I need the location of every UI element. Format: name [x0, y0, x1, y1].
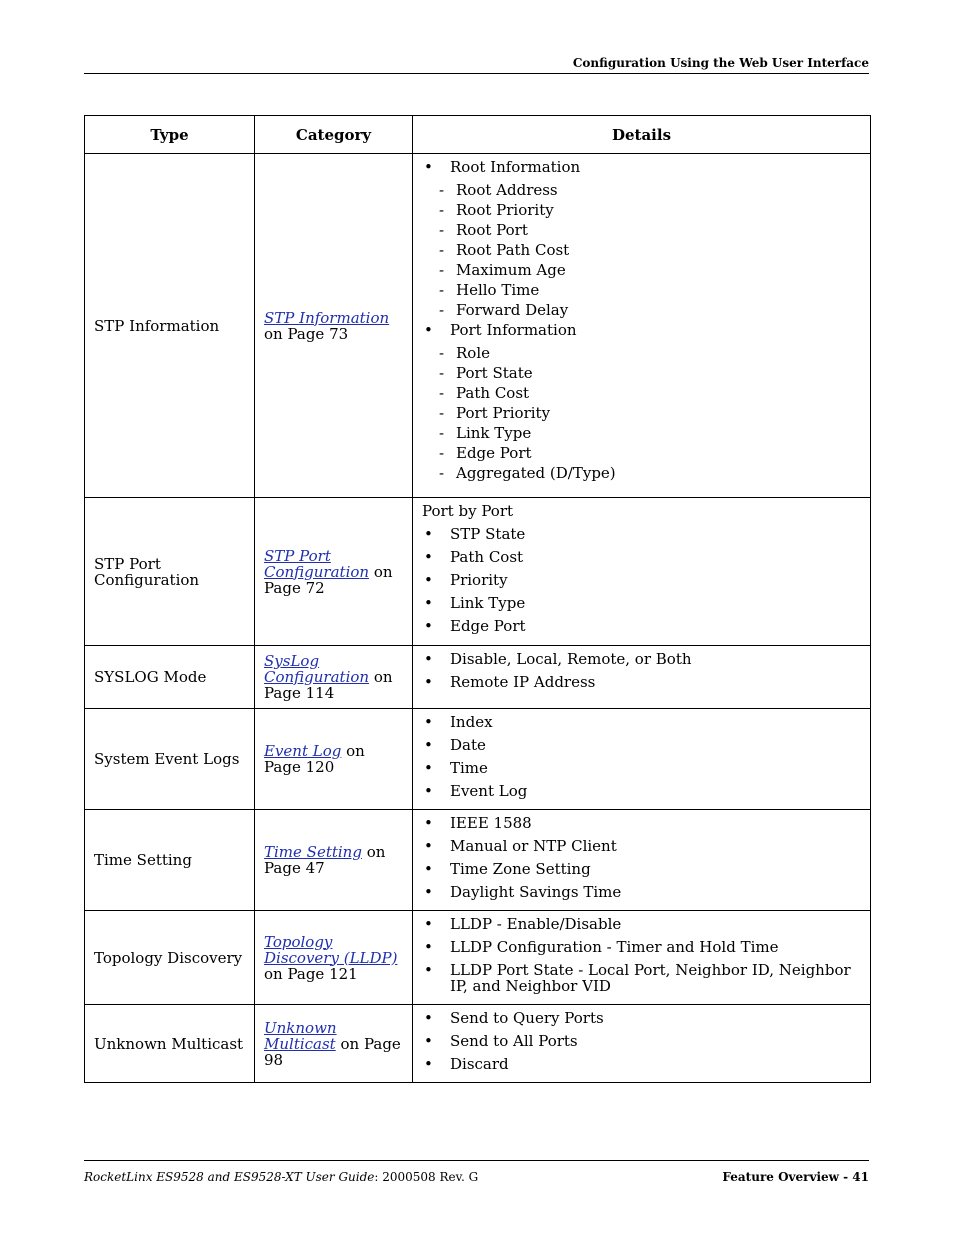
details-cell [413, 810, 871, 911]
page-reference: on Page 121 [264, 964, 358, 983]
details-group [422, 322, 862, 338]
category-link[interactable]: STP Port Configuration [264, 546, 370, 581]
page-reference: on Page 114 [264, 668, 393, 702]
sub-list-item: - Edge Port [422, 445, 862, 461]
category-cell [255, 154, 413, 498]
sub-list-item: - Root Address [422, 182, 862, 198]
list-item: • LLDP Port State - Local Port, Neighbor ID, Neighbor IP, and Neighbor VID [422, 962, 862, 994]
sub-list-item: - Root Port [422, 222, 862, 238]
list-item: • Discard [422, 1056, 862, 1072]
list-item: • Index [422, 714, 862, 730]
footer-guide-reference [84, 1170, 478, 1184]
list-item: • Priority [422, 572, 862, 588]
details-group [422, 159, 862, 175]
list-item: • Date [422, 737, 862, 753]
feature-table [84, 115, 871, 1083]
details-list [422, 916, 862, 994]
column-header-details: Details [413, 116, 871, 154]
sub-list [422, 345, 862, 481]
table-row [85, 911, 871, 1005]
page-reference: on Page 120 [264, 742, 365, 776]
category-cell [255, 646, 413, 709]
type-cell: STP Port Configuration [85, 498, 255, 646]
doc-number: : 2000508 Rev. G [374, 1170, 479, 1184]
type-cell: Unknown Multicast [85, 1005, 255, 1083]
details-list [422, 714, 862, 799]
list-item: • Daylight Savings Time [422, 884, 862, 900]
sub-list-item: - Root Path Cost [422, 242, 862, 258]
list-item: • Send to All Ports [422, 1033, 862, 1049]
type-cell: SYSLOG Mode [85, 646, 255, 709]
sub-list-item: - Forward Delay [422, 302, 862, 318]
group-label: Root Information [450, 158, 581, 176]
footer-rule [84, 1160, 869, 1161]
details-cell [413, 646, 871, 709]
category-cell [255, 911, 413, 1005]
list-item [422, 322, 862, 338]
category-link[interactable]: STP Information [264, 308, 390, 327]
sub-list-item: - Port Priority [422, 405, 862, 421]
list-item: • Remote IP Address [422, 674, 862, 690]
guide-title: RocketLinx ES9528 and ES9528-XT User Guide [84, 1170, 375, 1184]
list-item: • Time Zone Setting [422, 861, 862, 877]
page-reference: on Page 98 [264, 1034, 401, 1069]
table-row [85, 498, 871, 646]
category-link[interactable]: Event Log [264, 742, 342, 760]
list-item: • Event Log [422, 783, 862, 799]
details-list [422, 1010, 862, 1072]
type-cell: Topology Discovery [85, 911, 255, 1005]
category-link[interactable]: Time Setting [264, 843, 362, 861]
details-cell [413, 154, 871, 498]
details-cell [413, 709, 871, 810]
table-row [85, 154, 871, 498]
sub-list-item: - Role [422, 345, 862, 361]
table-row [85, 646, 871, 709]
details-cell [413, 1005, 871, 1083]
page-reference: on Page 73 [264, 324, 349, 343]
category-link[interactable]: Unknown Multicast [264, 1018, 337, 1053]
list-item [422, 159, 862, 175]
table-row [85, 709, 871, 810]
page-number: Feature Overview - 41 [722, 1170, 869, 1184]
sub-list [422, 182, 862, 318]
table-row [85, 1005, 871, 1083]
list-item: • Path Cost [422, 549, 862, 565]
details-cell [413, 911, 871, 1005]
page-reference: on Page 47 [264, 843, 386, 877]
type-cell: STP Information [85, 154, 255, 498]
details-cell [413, 498, 871, 646]
type-cell: Time Setting [85, 810, 255, 911]
details-list [422, 651, 862, 690]
table-header-row [85, 116, 871, 154]
running-header: Configuration Using the Web User Interface [572, 56, 869, 70]
list-item: • Time [422, 760, 862, 776]
category-cell [255, 1005, 413, 1083]
table-row [85, 810, 871, 911]
details-list [422, 526, 862, 634]
sub-list-item: - Port State [422, 365, 862, 381]
category-cell [255, 810, 413, 911]
category-cell [255, 498, 413, 646]
details-lead-text: Port by Port [422, 502, 514, 520]
list-item: • STP State [422, 526, 862, 542]
column-header-type: Type [85, 116, 255, 154]
sub-list-item: - Path Cost [422, 385, 862, 401]
list-item: • Manual or NTP Client [422, 838, 862, 854]
sub-list-item: - Hello Time [422, 282, 862, 298]
column-header-category: Category [255, 116, 413, 154]
list-item: • Disable, Local, Remote, or Both [422, 651, 862, 667]
header-rule [84, 73, 869, 74]
list-item: • Send to Query Ports [422, 1010, 862, 1026]
list-item: • Edge Port [422, 618, 862, 634]
category-cell [255, 709, 413, 810]
details-list [422, 815, 862, 900]
category-link[interactable]: Topology Discovery (LLDP) [264, 932, 398, 967]
type-cell: System Event Logs [85, 709, 255, 810]
sub-list-item: - Root Priority [422, 202, 862, 218]
list-item: • LLDP Configuration - Timer and Hold Time [422, 939, 862, 955]
group-label: Port Information [450, 321, 577, 339]
list-item: • Link Type [422, 595, 862, 611]
sub-list-item: - Link Type [422, 425, 862, 441]
sub-list-item: - Maximum Age [422, 262, 862, 278]
list-item: • LLDP - Enable/Disable [422, 916, 862, 932]
category-link[interactable]: SysLog Configuration [264, 652, 370, 686]
list-item: • IEEE 1588 [422, 815, 862, 831]
sub-list-item: - Aggregated (D/Type) [422, 465, 862, 481]
page-reference: on Page 72 [264, 562, 393, 597]
